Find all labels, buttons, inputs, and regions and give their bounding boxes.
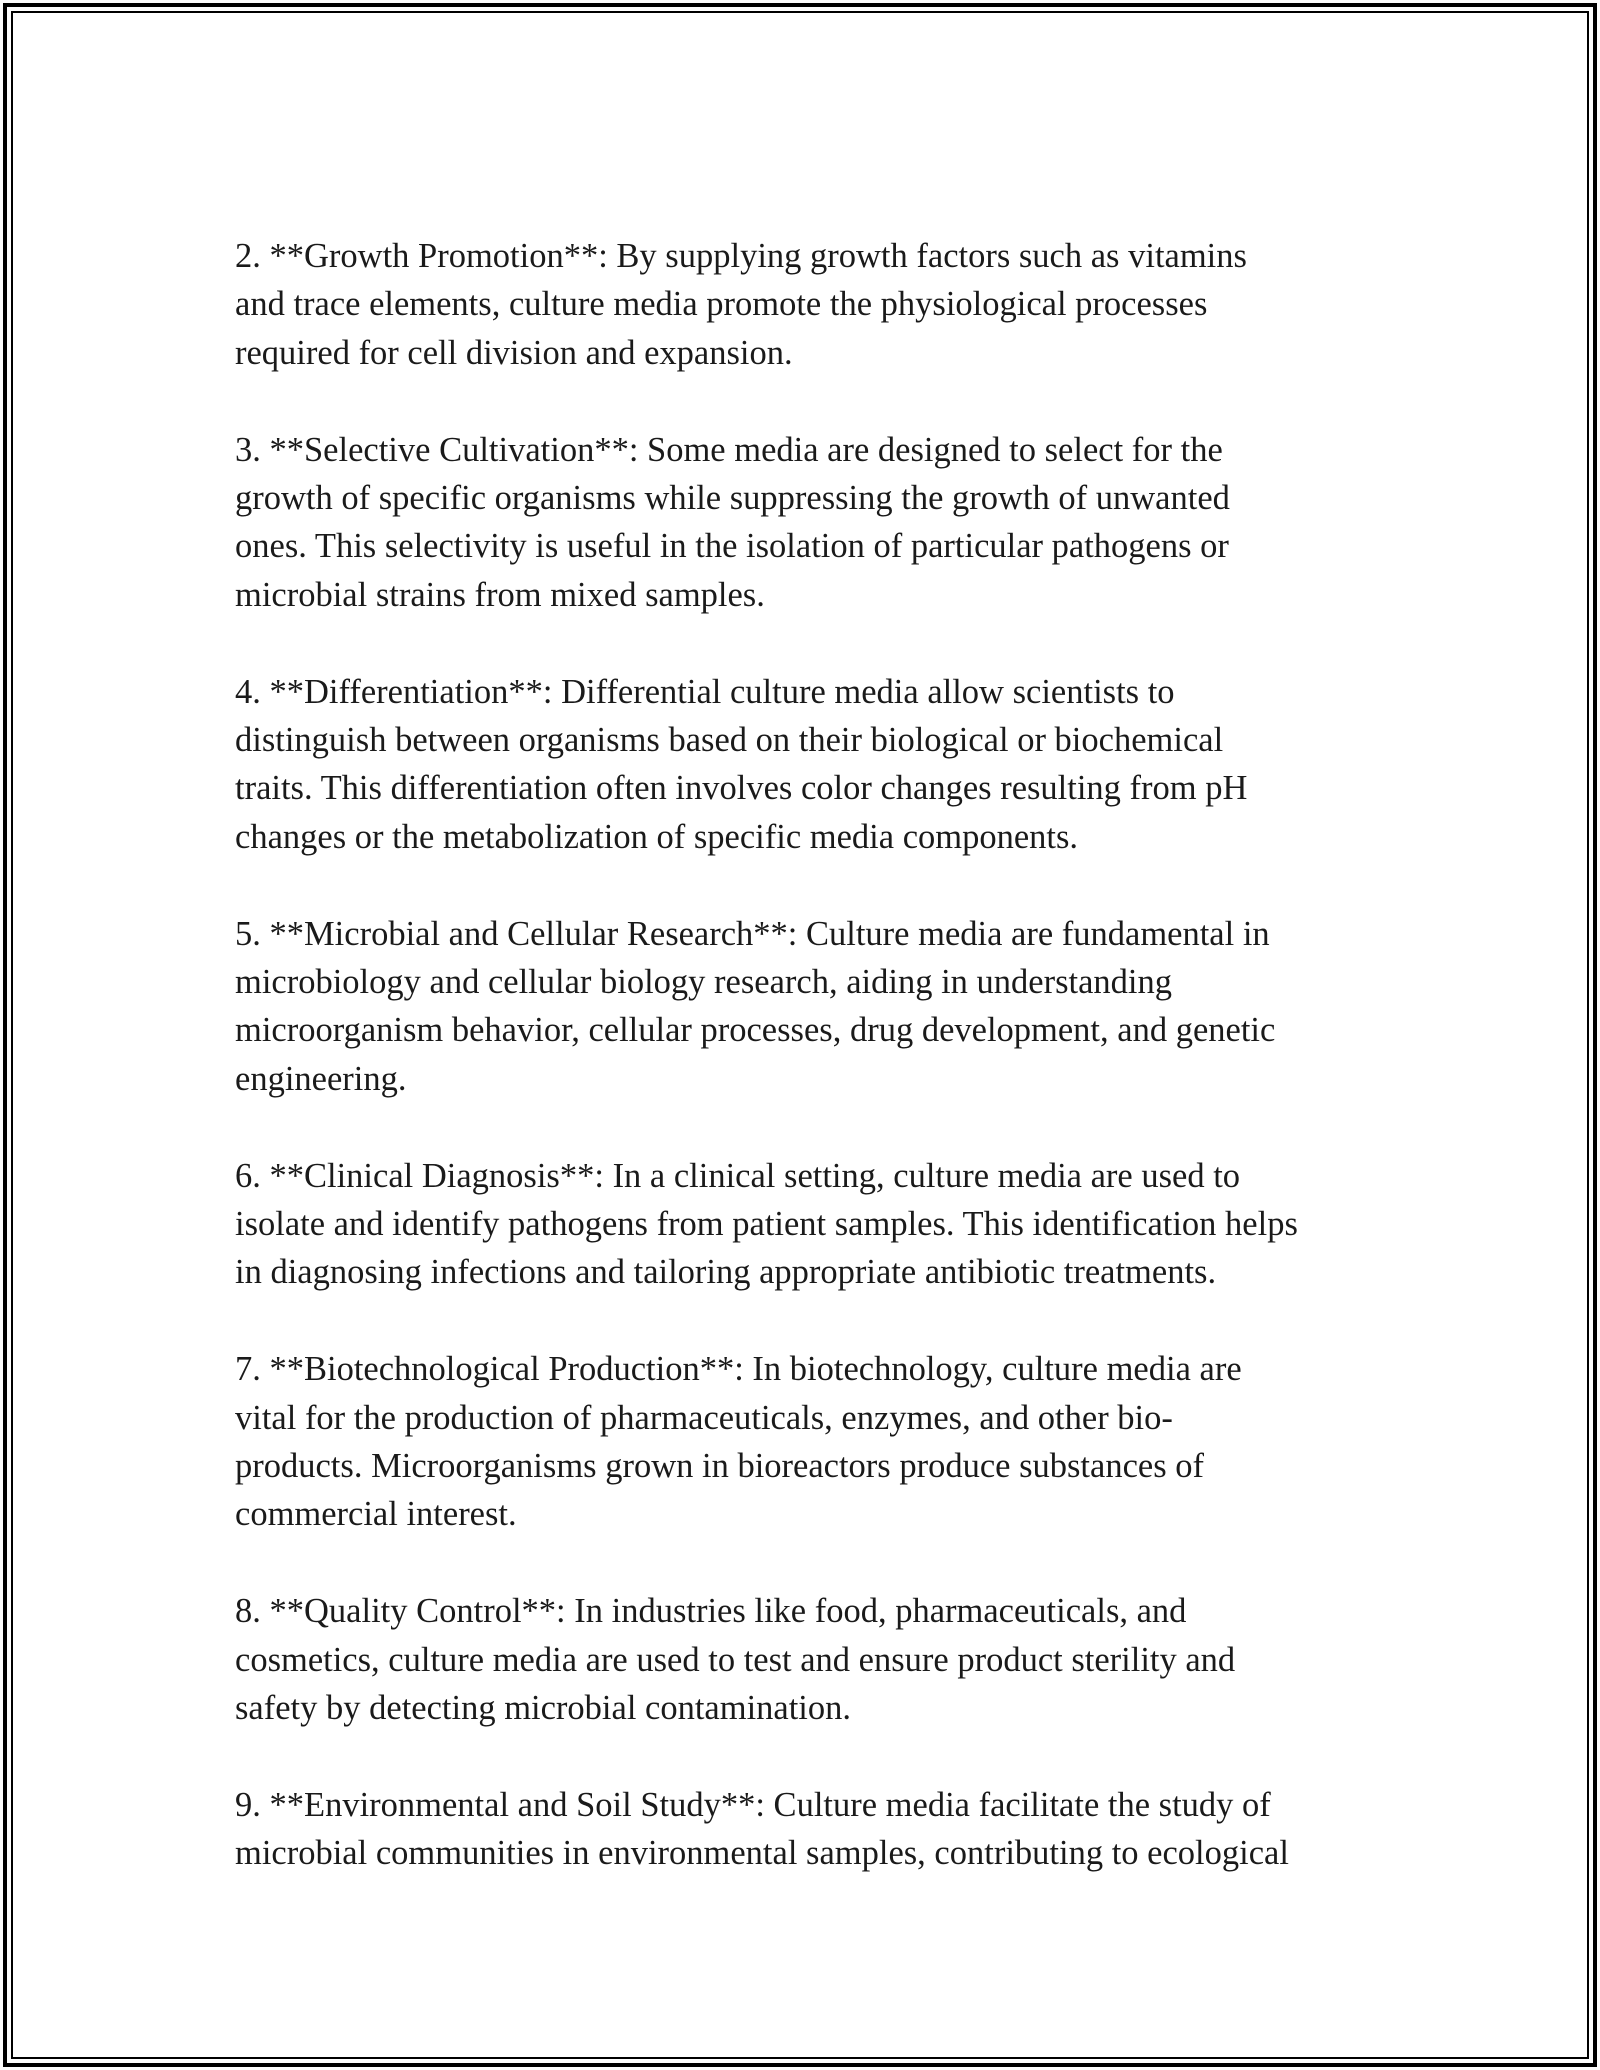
paragraph-selective-cultivation: 3. **Selective Cultivation**: Some media are designed to select for the growth of specific organisms while suppressing the growth of unwanted ones. This selectivity is useful in the isolation of particular pathogens or microbial strains from mixed samples. bbox=[235, 430, 1230, 614]
paragraph-clinical-diagnosis: 6. **Clinical Diagnosis**: In a clinical setting, culture media are used to isolate and identify pathogens from patient samples. This identification helps in diagnosing infections and tailoring appropriate antibiotic treatments. bbox=[235, 1156, 1298, 1292]
document-body bbox=[235, 232, 1375, 1926]
paragraph-differentiation: 4. **Differentiation**: Differential culture media allow scientists to distinguish between organisms based on their biological or biochemical traits. This differentiation often involves color changes resulting from pH changes or the metabolization of specific media components. bbox=[235, 672, 1248, 856]
paragraph-growth-promotion: 2. **Growth Promotion**: By supplying growth factors such as vitamins and trace elements, culture media promote the physiological processes required for cell division and expansion. bbox=[235, 237, 1247, 372]
paragraph-quality-control: 8. **Quality Control**: In industries like food, pharmaceuticals, and cosmetics, culture media are used to test and ensure product sterility and safety by detecting microbial contamination. bbox=[235, 1592, 1236, 1728]
paragraph-environmental-soil-study: 9. **Environmental and Soil Study**: Culture media facilitate the study of microbial communities in environmental samples, contributing to ecological bbox=[235, 1785, 1289, 1873]
paragraph-biotechnological-production: 7. **Biotechnological Production**: In biotechnology, culture media are vital for the production of pharmaceuticals, enzymes, and other bio- products. Microorganisms grown in bioreactors produce substances of commercial interest. bbox=[235, 1350, 1242, 1534]
paragraph-microbial-cellular-research: 5. **Microbial and Cellular Research**: Culture media are fundamental in microbiology and cellular biology research, aiding in understanding microorganism behavior, cellular processes, drug development, and genetic engineering. bbox=[235, 914, 1276, 1098]
